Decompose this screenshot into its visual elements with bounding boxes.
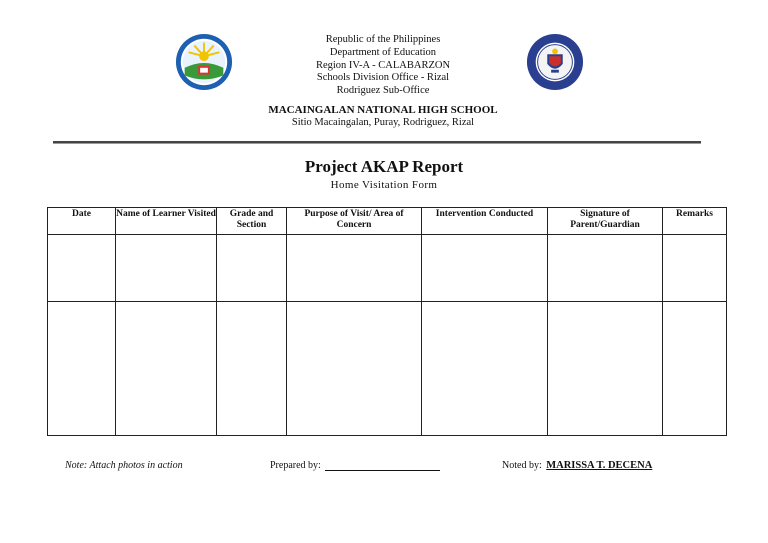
page-subtitle: Home Visitation Form: [330, 179, 438, 191]
prepared-by-signature-line[interactable]: [325, 460, 440, 471]
header-line: Department of Education: [329, 46, 437, 58]
photo-note: Note: Attach photos in action: [65, 460, 183, 471]
table-cell[interactable]: [548, 302, 663, 436]
table-cell[interactable]: [287, 235, 422, 302]
school-name: MACAINGALAN NATIONAL HIGH SCHOOL: [268, 104, 498, 116]
table-cell[interactable]: [663, 235, 727, 302]
table-cell[interactable]: [422, 302, 548, 436]
table-cell[interactable]: [116, 302, 217, 436]
table-cell[interactable]: [116, 235, 217, 302]
header-line: Rodriguez Sub-Office: [336, 85, 430, 97]
table-header-row: [48, 208, 727, 235]
noted-by: [502, 460, 652, 471]
column-header-learner-name: Name of Learner Visited: [116, 208, 217, 235]
table-cell[interactable]: [287, 302, 422, 436]
home-visitation-table: [47, 207, 727, 436]
column-header-signature: Signature of Parent/Guardian: [548, 208, 663, 235]
school-address: Sitio Macaingalan, Puray, Rodriguez, Rizal: [291, 117, 475, 128]
table-cell[interactable]: [548, 235, 663, 302]
table-row: [48, 302, 727, 436]
page-title: Project AKAP Report: [304, 157, 464, 176]
column-header-remarks: Remarks: [663, 208, 727, 235]
table-row: [48, 235, 727, 302]
header-line: Schools Division Office - Rizal: [316, 72, 450, 84]
agency-header: [200, 34, 566, 98]
header-divider: [53, 141, 701, 144]
column-header-purpose: Purpose of Visit/ Area of Concern: [287, 208, 422, 235]
column-header-grade-section: Grade and Section: [217, 208, 287, 235]
column-header-date: Date: [48, 208, 116, 235]
noted-by-name: MARISSA T. DECENA: [546, 460, 653, 471]
prepared-by-label: Prepared by:: [270, 460, 321, 471]
table-cell[interactable]: [48, 302, 116, 436]
column-header-intervention: Intervention Conducted: [422, 208, 548, 235]
prepared-by: [270, 460, 440, 471]
table-cell[interactable]: [48, 235, 116, 302]
header-line: Republic of the Philippines: [325, 34, 441, 45]
header-line: Region IV-A - CALABARZON: [315, 59, 451, 71]
table-cell[interactable]: [422, 235, 548, 302]
table-cell[interactable]: [217, 235, 287, 302]
noted-by-label: Noted by:: [502, 460, 542, 471]
table-cell[interactable]: [663, 302, 727, 436]
table-cell[interactable]: [217, 302, 287, 436]
